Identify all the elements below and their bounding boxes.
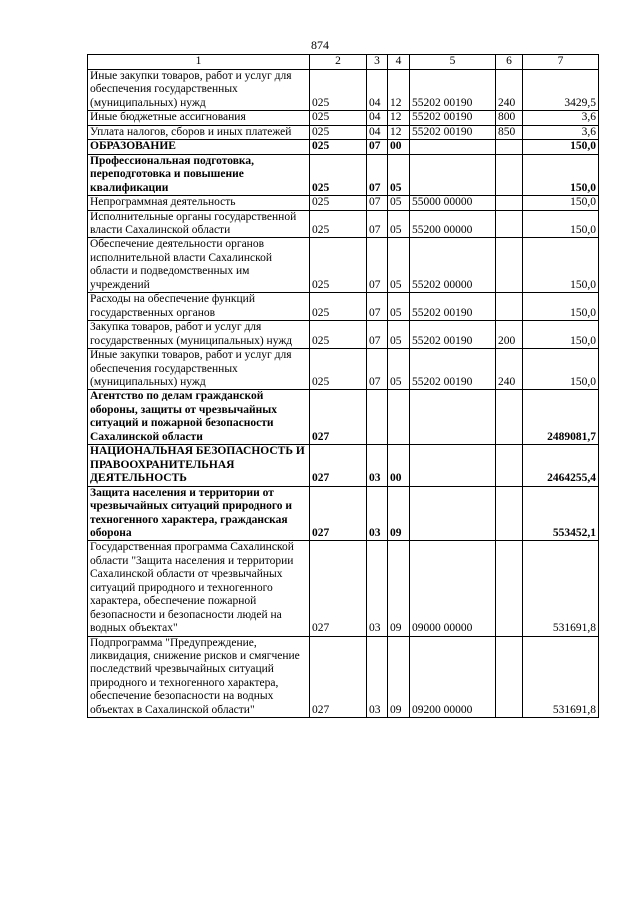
table-row — [88, 486, 599, 541]
row-name-cell: Иные закупки товаров, работ и услуг для обеспечения государственных (муниципальных) нужд — [88, 70, 310, 111]
header-cell: 4 — [388, 55, 410, 70]
table-row — [88, 445, 599, 486]
row-value-cell: 025 — [310, 293, 367, 321]
table-row — [88, 293, 599, 321]
row-value-cell: 55000 00000 — [410, 196, 496, 210]
row-value-cell: 55202 00000 — [410, 238, 496, 293]
row-value-cell: 025 — [310, 125, 367, 139]
row-value-cell: 150,0 — [523, 238, 599, 293]
row-name-cell: Агентство по делам гражданской обороны, защиты от чрезвычайных ситуаций и пожарной безопасности Сахалинской области — [88, 390, 310, 445]
row-value-cell: 55202 00190 — [410, 349, 496, 390]
row-value-cell: 150,0 — [523, 293, 599, 321]
row-value-cell: 025 — [310, 140, 367, 154]
row-value-cell — [496, 486, 523, 541]
header-cell: 2 — [310, 55, 367, 70]
row-value-cell: 55202 00190 — [410, 293, 496, 321]
row-value-cell — [410, 390, 496, 445]
row-value-cell: 09 — [388, 636, 410, 718]
row-value-cell — [367, 390, 388, 445]
row-value-cell — [410, 140, 496, 154]
row-value-cell: 09 — [388, 541, 410, 636]
table-row — [88, 390, 599, 445]
table-row — [88, 70, 599, 111]
row-value-cell: 55202 00190 — [410, 70, 496, 111]
row-name-cell: Иные бюджетные ассигнования — [88, 111, 310, 125]
row-value-cell: 2489081,7 — [523, 390, 599, 445]
table-row — [88, 541, 599, 636]
row-name-cell: Исполнительные органы государственной власти Сахалинской области — [88, 210, 310, 238]
row-value-cell: 025 — [310, 210, 367, 238]
row-value-cell: 240 — [496, 70, 523, 111]
row-name-cell: Уплата налогов, сборов и иных платежей — [88, 125, 310, 139]
row-value-cell — [496, 154, 523, 195]
row-value-cell — [496, 210, 523, 238]
budget-table — [87, 54, 599, 718]
page-number: 874 — [311, 38, 329, 52]
row-value-cell: 850 — [496, 125, 523, 139]
row-value-cell: 240 — [496, 349, 523, 390]
row-value-cell: 07 — [367, 349, 388, 390]
row-value-cell — [496, 390, 523, 445]
row-value-cell: 09200 00000 — [410, 636, 496, 718]
row-value-cell: 025 — [310, 349, 367, 390]
header-row — [88, 55, 599, 70]
row-value-cell: 027 — [310, 541, 367, 636]
row-value-cell: 09 — [388, 486, 410, 541]
row-name-cell: Иные закупки товаров, работ и услуг для обеспечения государственных (муниципальных) нужд — [88, 349, 310, 390]
row-value-cell — [410, 154, 496, 195]
table-row — [88, 238, 599, 293]
row-name-cell: Подпрограмма "Предупреждение, ликвидация, снижение рисков и смягчение последствий чрезвычайных ситуаций природного и техногенного характера, обеспечение безопасности на водных объектах в Сахалинской области" — [88, 636, 310, 718]
row-value-cell — [496, 636, 523, 718]
row-value-cell: 07 — [367, 293, 388, 321]
row-value-cell: 025 — [310, 196, 367, 210]
row-value-cell: 09000 00000 — [410, 541, 496, 636]
row-value-cell — [496, 293, 523, 321]
row-value-cell: 531691,8 — [523, 636, 599, 718]
row-value-cell: 3429,5 — [523, 70, 599, 111]
row-value-cell: 07 — [367, 154, 388, 195]
row-value-cell: 07 — [367, 238, 388, 293]
row-value-cell: 55202 00190 — [410, 321, 496, 349]
row-value-cell: 200 — [496, 321, 523, 349]
row-name-cell: Расходы на обеспечение функций государственных органов — [88, 293, 310, 321]
table-row — [88, 349, 599, 390]
row-value-cell: 531691,8 — [523, 541, 599, 636]
row-value-cell: 04 — [367, 125, 388, 139]
row-value-cell: 05 — [388, 196, 410, 210]
row-value-cell: 07 — [367, 210, 388, 238]
row-value-cell: 04 — [367, 111, 388, 125]
row-value-cell — [496, 238, 523, 293]
row-value-cell: 00 — [388, 445, 410, 486]
row-value-cell: 00 — [388, 140, 410, 154]
row-name-cell: Обеспечение деятельности органов исполнительной власти Сахалинской области и подведомственных им учреждений — [88, 238, 310, 293]
row-value-cell: 025 — [310, 70, 367, 111]
table-row — [88, 140, 599, 154]
row-value-cell: 027 — [310, 486, 367, 541]
row-value-cell: 03 — [367, 636, 388, 718]
row-name-cell: Профессиональная подготовка, переподготовка и повышение квалификации — [88, 154, 310, 195]
row-value-cell: 07 — [367, 140, 388, 154]
row-name-cell: Непрограммная деятельность — [88, 196, 310, 210]
header-cell: 3 — [367, 55, 388, 70]
row-value-cell: 03 — [367, 486, 388, 541]
row-value-cell: 05 — [388, 349, 410, 390]
table-row — [88, 321, 599, 349]
row-value-cell: 55200 00000 — [410, 210, 496, 238]
table-row — [88, 210, 599, 238]
table-row — [88, 636, 599, 718]
row-value-cell: 2464255,4 — [523, 445, 599, 486]
table-row — [88, 154, 599, 195]
row-value-cell — [410, 486, 496, 541]
row-value-cell: 55202 00190 — [410, 111, 496, 125]
table-row — [88, 125, 599, 139]
row-value-cell: 025 — [310, 238, 367, 293]
row-value-cell: 05 — [388, 238, 410, 293]
row-value-cell: 3,6 — [523, 125, 599, 139]
row-value-cell: 027 — [310, 390, 367, 445]
row-value-cell — [388, 390, 410, 445]
header-cell: 6 — [496, 55, 523, 70]
table-body — [88, 70, 599, 718]
row-value-cell: 03 — [367, 541, 388, 636]
row-value-cell: 025 — [310, 321, 367, 349]
row-value-cell: 04 — [367, 70, 388, 111]
row-value-cell: 03 — [367, 445, 388, 486]
row-value-cell: 150,0 — [523, 196, 599, 210]
row-value-cell: 025 — [310, 111, 367, 125]
row-value-cell — [496, 140, 523, 154]
row-value-cell — [496, 541, 523, 636]
row-value-cell: 150,0 — [523, 349, 599, 390]
table-row — [88, 196, 599, 210]
row-value-cell: 12 — [388, 70, 410, 111]
row-name-cell: ОБРАЗОВАНИЕ — [88, 140, 310, 154]
row-name-cell: Закупка товаров, работ и услуг для государственных (муниципальных) нужд — [88, 321, 310, 349]
table-row — [88, 111, 599, 125]
row-value-cell: 150,0 — [523, 210, 599, 238]
row-value-cell: 800 — [496, 111, 523, 125]
row-value-cell: 150,0 — [523, 154, 599, 195]
row-value-cell: 3,6 — [523, 111, 599, 125]
row-name-cell: Защита населения и территории от чрезвычайных ситуаций природного и техногенного характера, гражданская оборона — [88, 486, 310, 541]
row-value-cell: 55202 00190 — [410, 125, 496, 139]
row-value-cell: 150,0 — [523, 321, 599, 349]
row-value-cell: 027 — [310, 636, 367, 718]
row-value-cell: 553452,1 — [523, 486, 599, 541]
row-value-cell: 05 — [388, 293, 410, 321]
header-cell: 5 — [410, 55, 496, 70]
row-value-cell: 025 — [310, 154, 367, 195]
row-name-cell: Государственная программа Сахалинской области "Защита населения и территории Сахалинской области от чрезвычайных ситуаций природного и техногенного характера, обеспечение пожарной безопасности и безопасности людей на водных объектах" — [88, 541, 310, 636]
row-value-cell: 05 — [388, 210, 410, 238]
row-value-cell — [496, 196, 523, 210]
row-value-cell: 12 — [388, 125, 410, 139]
row-value-cell: 027 — [310, 445, 367, 486]
row-value-cell: 150,0 — [523, 140, 599, 154]
header-cell: 7 — [523, 55, 599, 70]
row-value-cell — [410, 445, 496, 486]
row-value-cell — [496, 445, 523, 486]
header-cell: 1 — [88, 55, 310, 70]
row-value-cell: 05 — [388, 321, 410, 349]
row-value-cell: 12 — [388, 111, 410, 125]
row-value-cell: 05 — [388, 154, 410, 195]
row-value-cell: 07 — [367, 196, 388, 210]
row-name-cell: НАЦИОНАЛЬНАЯ БЕЗОПАСНОСТЬ И ПРАВООХРАНИТЕЛЬНАЯ ДЕЯТЕЛЬНОСТЬ — [88, 445, 310, 486]
row-value-cell: 07 — [367, 321, 388, 349]
